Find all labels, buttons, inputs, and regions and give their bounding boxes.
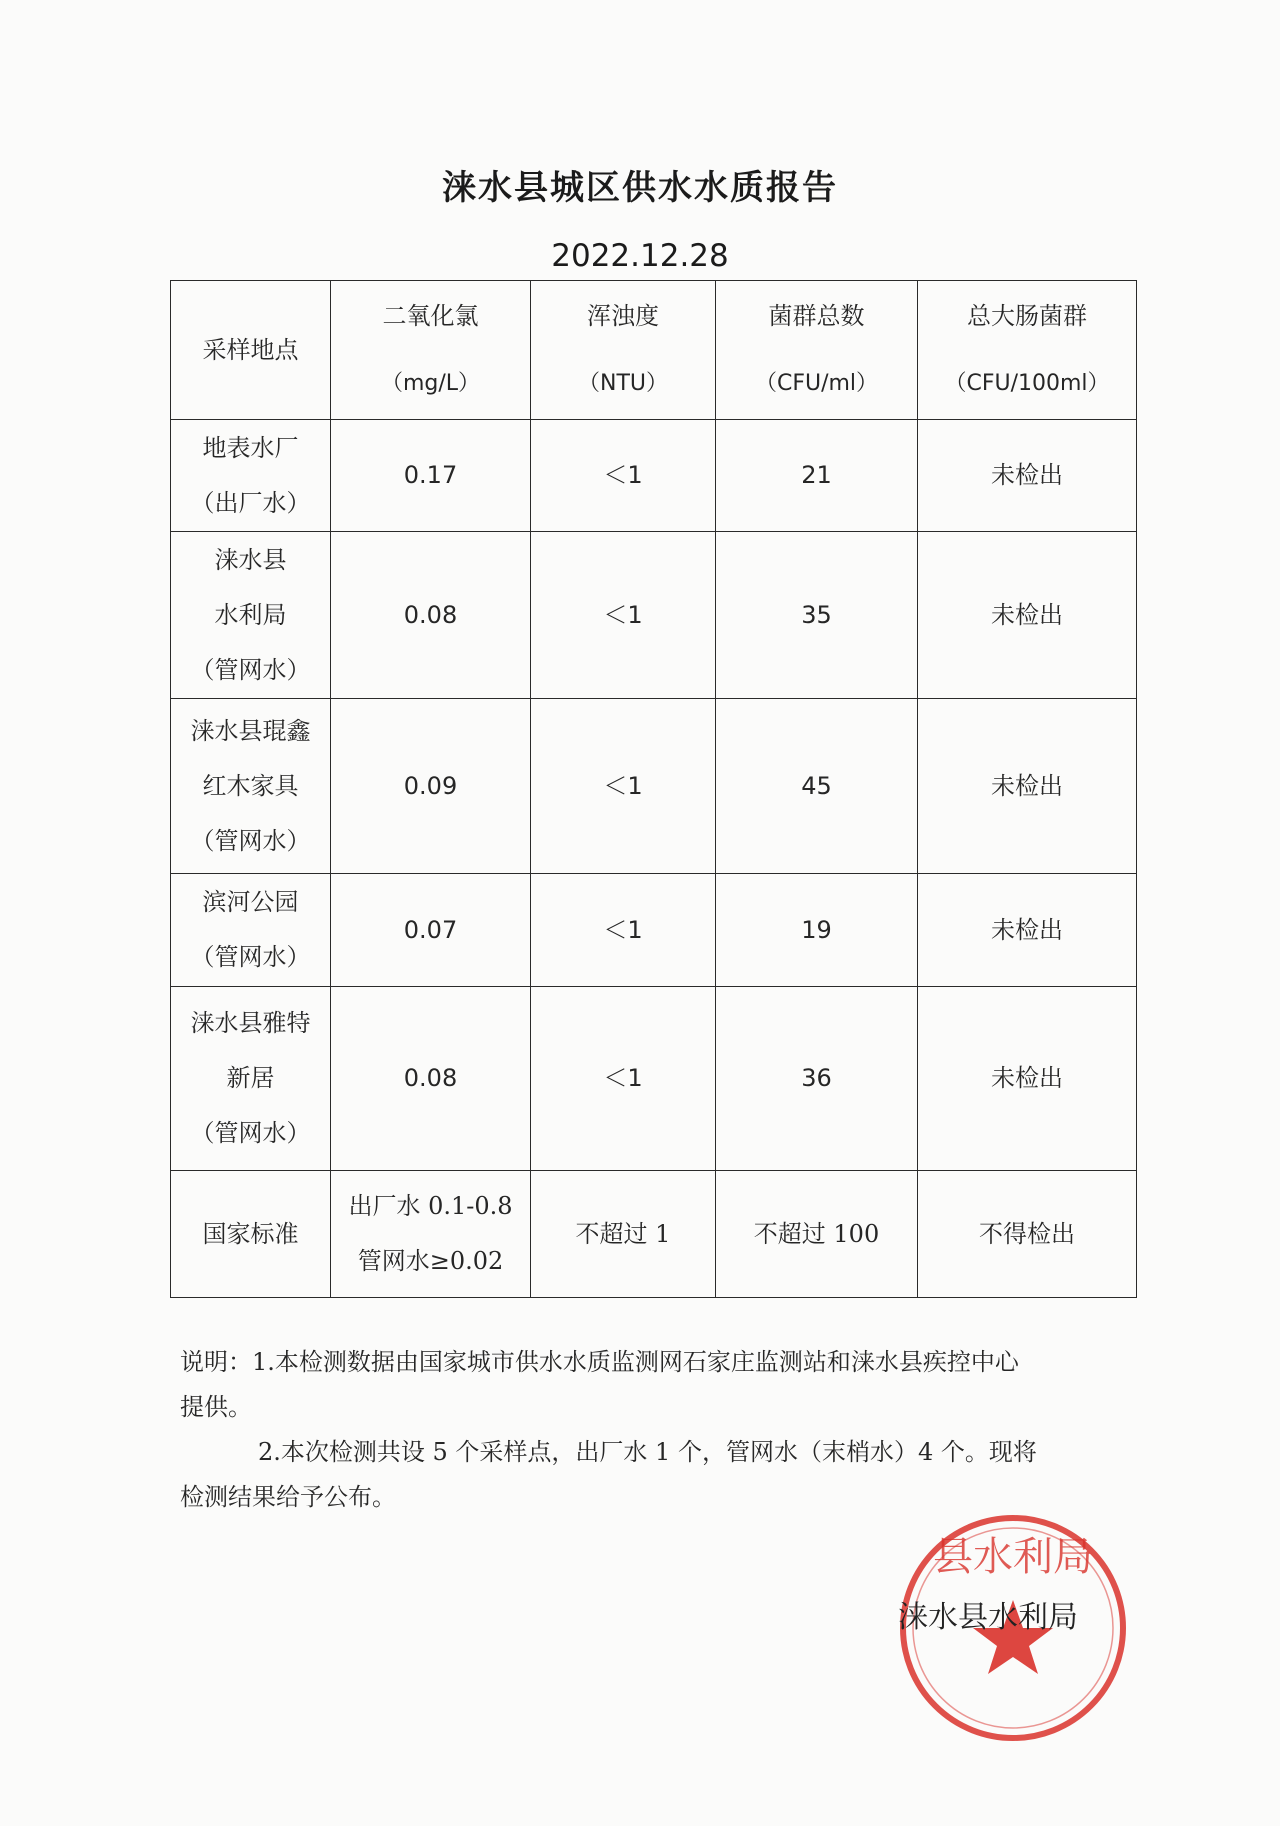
cell-coliform: 未检出 — [918, 987, 1137, 1171]
table-row — [171, 874, 1137, 987]
cell-site: 涞水县 水利局 （管网水） — [171, 532, 331, 699]
header-chlorine: 二氧化氯 （mg/L） — [331, 281, 531, 420]
cell-turbidity: ＜1 — [531, 420, 716, 532]
cell-turbidity: ＜1 — [531, 699, 716, 874]
table-header-row — [171, 281, 1137, 420]
note-1-line-2: 提供。 — [180, 1393, 252, 1421]
cell-bacteria: 21 — [716, 420, 918, 532]
header-turbidity: 浑浊度 （NTU） — [531, 281, 716, 420]
table-row — [171, 987, 1137, 1171]
table-row — [171, 699, 1137, 874]
report-title: 涞水县城区供水水质报告 — [442, 168, 838, 208]
water-quality-table — [170, 280, 1137, 1298]
note-2-line-1: 2.本次检测共设 5 个采样点，出厂水 1 个，管网水（末梢水）4 个。现将 — [258, 1438, 1037, 1466]
cell-bacteria: 36 — [716, 987, 918, 1171]
cell-chlorine: 0.08 — [331, 532, 531, 699]
table-row — [171, 420, 1137, 532]
header-bacteria: 菌群总数 （CFU/ml） — [716, 281, 918, 420]
cell-site: 涞水县雅特 新居 （管网水） — [171, 987, 331, 1171]
cell-coliform: 未检出 — [918, 874, 1137, 987]
cell-turbidity: ＜1 — [531, 987, 716, 1171]
cell-turbidity: ＜1 — [531, 874, 716, 987]
cell-coliform: 未检出 — [918, 532, 1137, 699]
issuer-signature: 涞水县水利局 — [898, 1600, 1078, 1635]
cell-standard-turbidity: 不超过 1 — [531, 1171, 716, 1298]
header-coliform: 总大肠菌群 （CFU/100ml） — [918, 281, 1137, 420]
notes-section — [180, 1340, 1100, 1520]
cell-standard-bacteria: 不超过 100 — [716, 1171, 918, 1298]
cell-standard-label: 国家标准 — [171, 1171, 331, 1298]
cell-standard-coliform: 不得检出 — [918, 1171, 1137, 1298]
cell-site: 滨河公园 （管网水） — [171, 874, 331, 987]
cell-site: 地表水厂 （出厂水） — [171, 420, 331, 532]
cell-bacteria: 35 — [716, 532, 918, 699]
report-date: 2022.12.28 — [551, 238, 729, 274]
cell-coliform: 未检出 — [918, 420, 1137, 532]
cell-chlorine: 0.08 — [331, 987, 531, 1171]
standard-row — [171, 1171, 1137, 1298]
cell-turbidity: ＜1 — [531, 532, 716, 699]
table-row — [171, 532, 1137, 699]
seal-text: 县水利局 — [933, 1534, 1093, 1580]
cell-standard-chlorine: 出厂水 0.1-0.8 管网水≥0.02 — [331, 1171, 531, 1298]
cell-bacteria: 19 — [716, 874, 918, 987]
note-2-line-2: 检测结果给予公布。 — [180, 1483, 396, 1511]
cell-site: 涞水县琨鑫 红木家具 （管网水） — [171, 699, 331, 874]
cell-chlorine: 0.07 — [331, 874, 531, 987]
cell-chlorine: 0.17 — [331, 420, 531, 532]
cell-bacteria: 45 — [716, 699, 918, 874]
cell-coliform: 未检出 — [918, 699, 1137, 874]
cell-chlorine: 0.09 — [331, 699, 531, 874]
header-site: 采样地点 — [171, 281, 331, 420]
note-1-line-1: 说明：1.本检测数据由国家城市供水水质监测网石家庄监测站和涞水县疾控中心 — [180, 1348, 1019, 1376]
